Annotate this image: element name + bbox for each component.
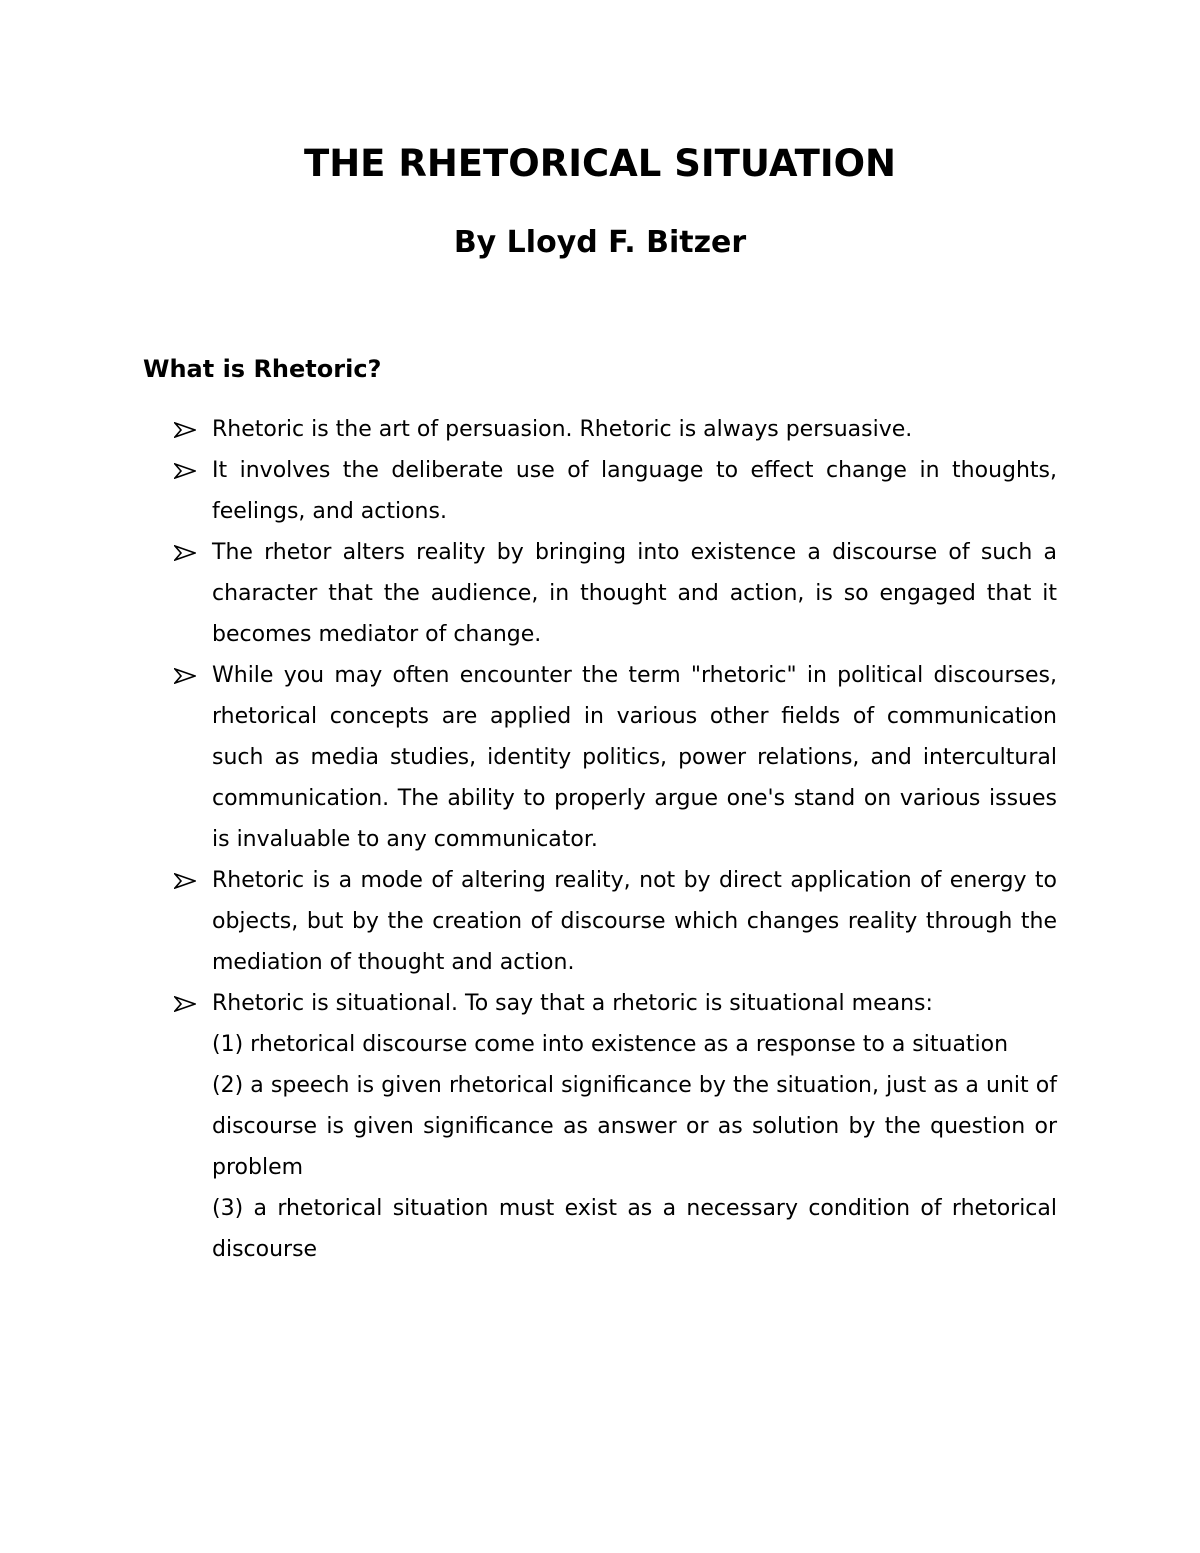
arrowhead-bullet-icon (174, 545, 196, 561)
bullet-item (172, 532, 1057, 655)
arrowhead-bullet-icon (174, 996, 196, 1012)
arrowhead-bullet-icon (174, 422, 196, 438)
bullet-text: While you may often encounter the term "rhetoric" in political discourses, rhetorical concepts are applied in various other fields of communication such as media studies, identity politics, power relations, and intercultural communication. The ability to properly argue one's stand on various issues is invaluable to any communicator. (212, 663, 1057, 852)
arrowhead-bullet-icon (174, 463, 196, 479)
sub-point: (3) a rhetorical situation must exist as a necessary condition of rhetorical discourse (212, 1196, 1057, 1262)
arrowhead-bullet-icon (174, 668, 196, 684)
author-byline: By Lloyd F. Bitzer (453, 225, 747, 260)
document-title: THE RHETORICAL SITUATION (303, 142, 897, 185)
sub-point: (1) rhetorical discourse come into existence as a response to a situation (212, 1032, 1009, 1057)
bullet-item (172, 860, 1057, 983)
bullet-list (172, 409, 1057, 1270)
bullet-item (172, 983, 1057, 1270)
bullet-text: Rhetoric is the art of persuasion. Rhetoric is always persuasive. (212, 417, 913, 442)
bullet-text: Rhetoric is a mode of altering reality, not by direct application of energy to objects, but by the creation of discourse which changes reality through the mediation of thought and action. (212, 868, 1057, 975)
section-heading: What is Rhetoric? (143, 355, 382, 383)
bullet-item (172, 655, 1057, 860)
bullet-text: It involves the deliberate use of language to effect change in thoughts, feelings, and actions. (212, 458, 1057, 524)
arrowhead-bullet-icon (174, 873, 196, 889)
bullet-text: The rhetor alters reality by bringing into existence a discourse of such a character that the audience, in thought and action, is so engaged that it becomes mediator of change. (212, 540, 1057, 647)
bullet-item (172, 409, 1057, 450)
sub-point: (2) a speech is given rhetorical significance by the situation, just as a unit of discourse is given significance as answer or as solution by the question or problem (212, 1073, 1057, 1180)
bullet-text: Rhetoric is situational. To say that a rhetoric is situational means: (212, 991, 933, 1016)
bullet-item (172, 450, 1057, 532)
